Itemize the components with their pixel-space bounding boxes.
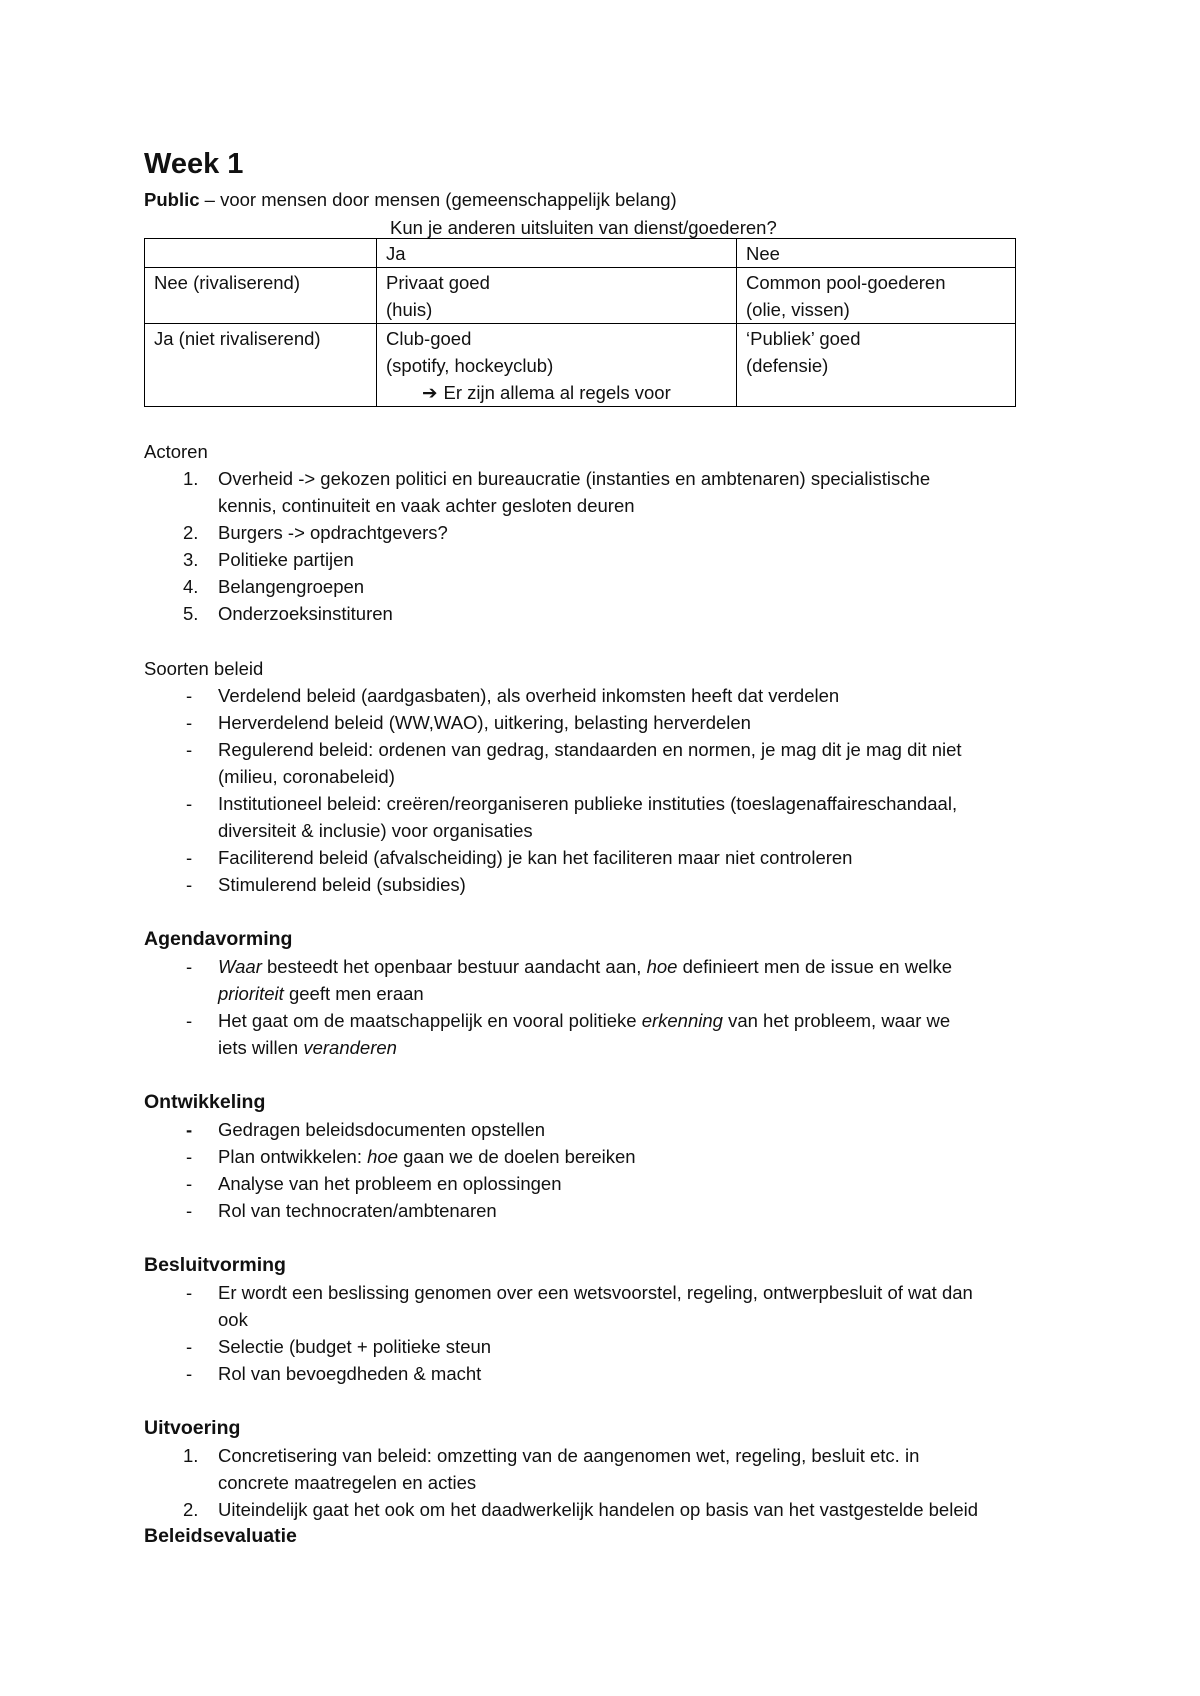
list-text: Belangengroepen bbox=[218, 576, 365, 597]
list-text: Uiteindelijk gaat het ook om het daadwerkelijk handelen op basis van het vastgestelde beleid bbox=[218, 1499, 979, 1520]
list-text: Concretisering van beleid: omzetting van de aangenomen wet, regeling, besluit etc. in bbox=[218, 1445, 920, 1466]
list-item bbox=[0, 953, 1200, 1007]
list-text: Stimulerend beleid (subsidies) bbox=[218, 874, 466, 895]
actoren-list bbox=[0, 465, 1200, 627]
text-run: geeft men eraan bbox=[283, 983, 424, 1004]
list-dash: - bbox=[186, 793, 193, 814]
section-heading-ontwikkeling: Ontwikkeling bbox=[144, 1091, 266, 1113]
section-heading-uitvoering: Uitvoering bbox=[144, 1417, 241, 1439]
list-text bbox=[218, 953, 952, 980]
list-text: Burgers -> opdrachtgevers? bbox=[218, 522, 448, 543]
list-item bbox=[0, 1007, 1200, 1061]
list-item bbox=[0, 1170, 1200, 1197]
emphasis: prioriteit bbox=[218, 983, 284, 1004]
list-number: 1. bbox=[183, 1445, 199, 1466]
cell-line: (spotify, hockeyclub) bbox=[386, 355, 554, 376]
list-item bbox=[0, 709, 1200, 736]
list-item bbox=[0, 600, 1200, 627]
cell-line: Common pool-goederen bbox=[746, 272, 946, 293]
list-item bbox=[0, 465, 1200, 519]
list-text: Rol van technocraten/ambtenaren bbox=[218, 1200, 497, 1221]
ontwikkeling-list bbox=[0, 1116, 1200, 1224]
list-item bbox=[0, 1143, 1200, 1170]
section-heading-beleidsevaluatie: Beleidsevaluatie bbox=[144, 1525, 297, 1547]
table-header-cell: Ja bbox=[377, 239, 737, 268]
section-heading-actoren: Actoren bbox=[144, 441, 208, 462]
table-header-cell: Nee bbox=[737, 239, 1016, 268]
cell-line: Privaat goed bbox=[386, 272, 490, 293]
soorten-list bbox=[0, 682, 1200, 898]
emphasis: hoe bbox=[646, 956, 678, 977]
emphasis: hoe bbox=[367, 1146, 398, 1167]
list-dash: - bbox=[186, 956, 193, 977]
cell-line: Club-goed bbox=[386, 328, 472, 349]
list-text: Politieke partijen bbox=[218, 549, 354, 570]
list-item bbox=[0, 1197, 1200, 1224]
section-heading-besluitvorming: Besluitvorming bbox=[144, 1254, 286, 1276]
list-text: Verdelend beleid (aardgasbaten), als overheid inkomsten heeft dat verdelen bbox=[218, 685, 840, 706]
list-number: 5. bbox=[183, 603, 199, 624]
list-dash: - bbox=[186, 1363, 193, 1384]
table-row bbox=[145, 268, 1016, 324]
list-item bbox=[0, 573, 1200, 600]
list-item bbox=[0, 1442, 1200, 1496]
list-item bbox=[0, 871, 1200, 898]
list-dash: - bbox=[186, 739, 193, 760]
page-title: Week 1 bbox=[144, 148, 244, 180]
list-text: Analyse van het probleem en oplossingen bbox=[218, 1173, 562, 1194]
list-text: concrete maatregelen en acties bbox=[218, 1472, 477, 1493]
section-heading-agendavorming: Agendavorming bbox=[144, 928, 293, 950]
table-row bbox=[145, 324, 1016, 407]
list-dash: - bbox=[186, 1282, 193, 1303]
list-number: 1. bbox=[183, 468, 199, 489]
list-item bbox=[0, 736, 1200, 790]
list-dash: - bbox=[186, 1119, 193, 1140]
table-cell bbox=[377, 324, 737, 407]
list-text: Herverdelend beleid (WW,WAO), uitkering, belasting herverdelen bbox=[218, 712, 751, 733]
list-dash: - bbox=[186, 1173, 193, 1194]
besluit-list bbox=[0, 1279, 1200, 1387]
list-text: Institutioneel beleid: creëren/reorganiseren publieke instituties (toeslagenaffaireschandaal, bbox=[218, 793, 958, 814]
list-text bbox=[218, 1143, 636, 1170]
emphasis: veranderen bbox=[303, 1037, 397, 1058]
list-number: 2. bbox=[183, 1499, 199, 1520]
table-header-row bbox=[145, 239, 1016, 268]
arrow-right-icon: ➔ bbox=[422, 382, 438, 403]
row-label: Nee (rivaliserend) bbox=[154, 272, 300, 293]
table-header-cell bbox=[145, 239, 377, 268]
row-label: Ja (niet rivaliserend) bbox=[154, 328, 321, 349]
section-heading-soorten: Soorten beleid bbox=[144, 658, 264, 679]
text-run: besteedt het openbaar bestuur aandacht aan, bbox=[261, 956, 647, 977]
list-text bbox=[218, 980, 424, 1007]
intro-text: – voor mensen door mensen (gemeenschappelijk belang) bbox=[199, 189, 677, 210]
table-cell bbox=[737, 324, 1016, 407]
cell-line: (olie, vissen) bbox=[746, 299, 850, 320]
list-item bbox=[0, 519, 1200, 546]
table-cell bbox=[145, 268, 377, 324]
list-text: diversiteit & inclusie) voor organisaties bbox=[218, 820, 533, 841]
text-run: Plan ontwikkelen: bbox=[218, 1146, 368, 1167]
list-item bbox=[0, 546, 1200, 573]
list-text: Er wordt een beslissing genomen over een wetsvoorstel, regeling, ontwerpbesluit of wat dan bbox=[218, 1282, 973, 1303]
list-dash: - bbox=[186, 1336, 193, 1357]
list-item bbox=[0, 790, 1200, 844]
list-dash: - bbox=[186, 712, 193, 733]
text-run: definieert men de issue en welke bbox=[677, 956, 953, 977]
list-dash: - bbox=[186, 874, 193, 895]
text-run: gaan we de doelen bereiken bbox=[398, 1146, 636, 1167]
agenda-list bbox=[0, 953, 1200, 1061]
list-text: Gedragen beleidsdocumenten opstellen bbox=[218, 1119, 546, 1140]
list-item bbox=[0, 1360, 1200, 1387]
list-number: 2. bbox=[183, 522, 199, 543]
list-item bbox=[0, 1279, 1200, 1333]
list-item bbox=[0, 1116, 1200, 1143]
list-text: Rol van bevoegdheden & macht bbox=[218, 1363, 482, 1384]
list-text: Faciliterend beleid (afvalscheiding) je kan het faciliteren maar niet controleren bbox=[218, 847, 853, 868]
emphasis: Waar bbox=[218, 956, 262, 977]
table-cell bbox=[145, 324, 377, 407]
intro-bold: Public bbox=[144, 189, 200, 210]
text-run: Het gaat om de maatschappelijk en vooral politieke bbox=[218, 1010, 642, 1031]
text-run: van het probleem, waar we bbox=[722, 1010, 951, 1031]
table-caption: Kun je anderen uitsluiten van dienst/goederen? bbox=[390, 217, 777, 238]
cell-note: Er zijn allema al regels voor bbox=[443, 382, 671, 403]
list-text bbox=[218, 1007, 950, 1034]
list-text: (milieu, coronabeleid) bbox=[218, 766, 395, 787]
list-dash: - bbox=[186, 685, 193, 706]
table-cell bbox=[737, 268, 1016, 324]
intro-line bbox=[144, 186, 677, 213]
list-text: kennis, continuiteit en vaak achter gesloten deuren bbox=[218, 495, 635, 516]
list-dash: - bbox=[186, 847, 193, 868]
list-item bbox=[0, 844, 1200, 871]
list-number: 4. bbox=[183, 576, 199, 597]
table-cell bbox=[377, 268, 737, 324]
list-text: Selectie (budget + politieke steun bbox=[218, 1336, 492, 1357]
list-item bbox=[0, 1333, 1200, 1360]
list-text: Overheid -> gekozen politici en bureaucratie (instanties en ambtenaren) specialistische bbox=[218, 468, 931, 489]
uitvoering-list bbox=[0, 1442, 1200, 1523]
cell-line bbox=[386, 379, 727, 406]
goods-table bbox=[144, 238, 1016, 407]
list-item bbox=[0, 1496, 1200, 1523]
cell-line: (defensie) bbox=[746, 355, 829, 376]
list-text: ook bbox=[218, 1309, 248, 1330]
list-dash: - bbox=[186, 1010, 193, 1031]
cell-line: (huis) bbox=[386, 299, 433, 320]
text-run: iets willen bbox=[218, 1037, 304, 1058]
list-item bbox=[0, 682, 1200, 709]
emphasis: erkenning bbox=[641, 1010, 723, 1031]
list-number: 3. bbox=[183, 549, 199, 570]
list-dash: - bbox=[186, 1146, 193, 1167]
list-text: Onderzoeksinstituren bbox=[218, 603, 393, 624]
list-text bbox=[218, 1034, 397, 1061]
list-text: Regulerend beleid: ordenen van gedrag, standaarden en normen, je mag dit je mag dit niet bbox=[218, 739, 962, 760]
cell-line: ‘Publiek’ goed bbox=[746, 328, 861, 349]
list-dash: - bbox=[186, 1200, 193, 1221]
